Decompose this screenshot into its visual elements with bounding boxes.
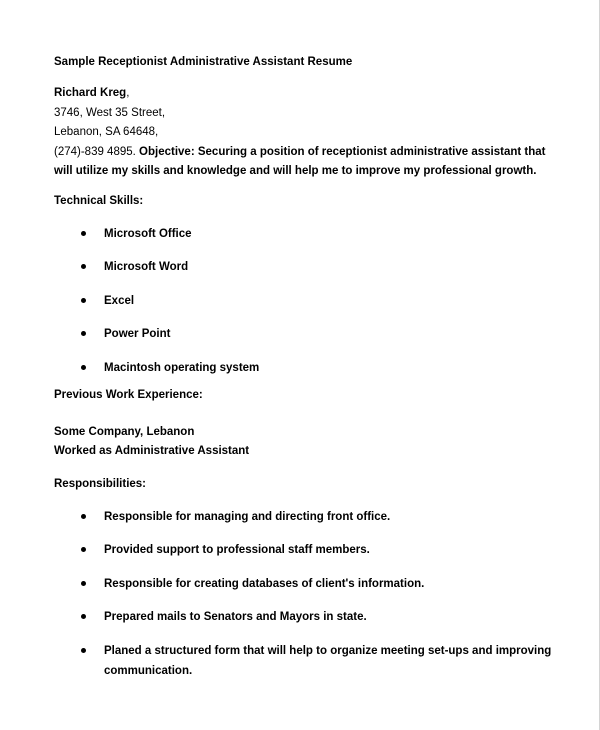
responsibility-item-text: Responsible for creating databases of client's information. bbox=[104, 577, 425, 590]
bullet-icon bbox=[81, 231, 86, 236]
responsibilities-heading: Responsibilities: bbox=[54, 477, 147, 490]
skill-item bbox=[54, 257, 554, 277]
skill-item-text: Power Point bbox=[104, 328, 171, 340]
address-line-1: 3746, West 35 Street, bbox=[54, 106, 166, 119]
document-title: Sample Receptionist Administrative Assistant Resume bbox=[54, 56, 353, 68]
responsibilities-list bbox=[54, 507, 554, 681]
skill-item-text: Microsoft Word bbox=[104, 261, 189, 273]
skill-item bbox=[54, 358, 554, 378]
responsibility-item-text: Planed a structured form that will help to organize meeting set-ups and improving communication. bbox=[104, 644, 552, 677]
skill-item bbox=[54, 224, 554, 244]
responsibility-item bbox=[54, 540, 554, 560]
skill-item bbox=[54, 291, 554, 311]
skill-item-text: Macintosh operating system bbox=[104, 361, 260, 374]
bullet-icon bbox=[81, 614, 86, 619]
technical-skills-heading: Technical Skills: bbox=[54, 194, 144, 207]
responsibility-item-text: Provided support to professional staff members. bbox=[104, 544, 370, 556]
job-role: Worked as Administrative Assistant bbox=[54, 444, 250, 457]
bullet-icon bbox=[81, 331, 86, 336]
contact-phone: (274)-839 4895. bbox=[54, 145, 136, 158]
contact-name: Richard Kreg bbox=[54, 87, 127, 99]
objective-paragraph bbox=[54, 143, 554, 182]
technical-skills-list bbox=[54, 224, 554, 378]
previous-experience-heading: Previous Work Experience: bbox=[54, 388, 203, 401]
bullet-icon bbox=[81, 365, 86, 370]
skill-item bbox=[54, 324, 554, 344]
bullet-icon bbox=[81, 648, 86, 653]
objective-label: Objective: bbox=[139, 145, 195, 158]
bullet-icon bbox=[81, 581, 86, 586]
resume-document bbox=[54, 54, 554, 681]
contact-block bbox=[54, 84, 554, 143]
contact-name-suffix: , bbox=[126, 87, 130, 99]
bullet-icon bbox=[81, 547, 86, 552]
skill-item-text: Excel bbox=[104, 294, 135, 307]
responsibility-item bbox=[54, 574, 554, 594]
responsibility-item-text: Prepared mails to Senators and Mayors in state. bbox=[104, 611, 367, 623]
objective-text: Securing a position of receptionist administrative assistant that will utilize my skills and knowledge and will help me to improve my professional growth. bbox=[54, 145, 546, 177]
contact-name-line bbox=[54, 84, 554, 104]
bullet-icon bbox=[81, 264, 86, 269]
experience-entry bbox=[54, 423, 554, 461]
responsibility-item bbox=[54, 607, 554, 627]
bullet-icon bbox=[81, 514, 86, 519]
bullet-icon bbox=[81, 298, 86, 303]
responsibility-item bbox=[54, 507, 554, 527]
address-line-2: Lebanon, SA 64648, bbox=[54, 126, 159, 138]
responsibility-item bbox=[54, 641, 554, 681]
skill-item-text: Microsoft Office bbox=[104, 227, 192, 240]
company-name: Some Company, Lebanon bbox=[54, 425, 195, 438]
responsibility-item-text: Responsible for managing and directing front office. bbox=[104, 510, 391, 523]
